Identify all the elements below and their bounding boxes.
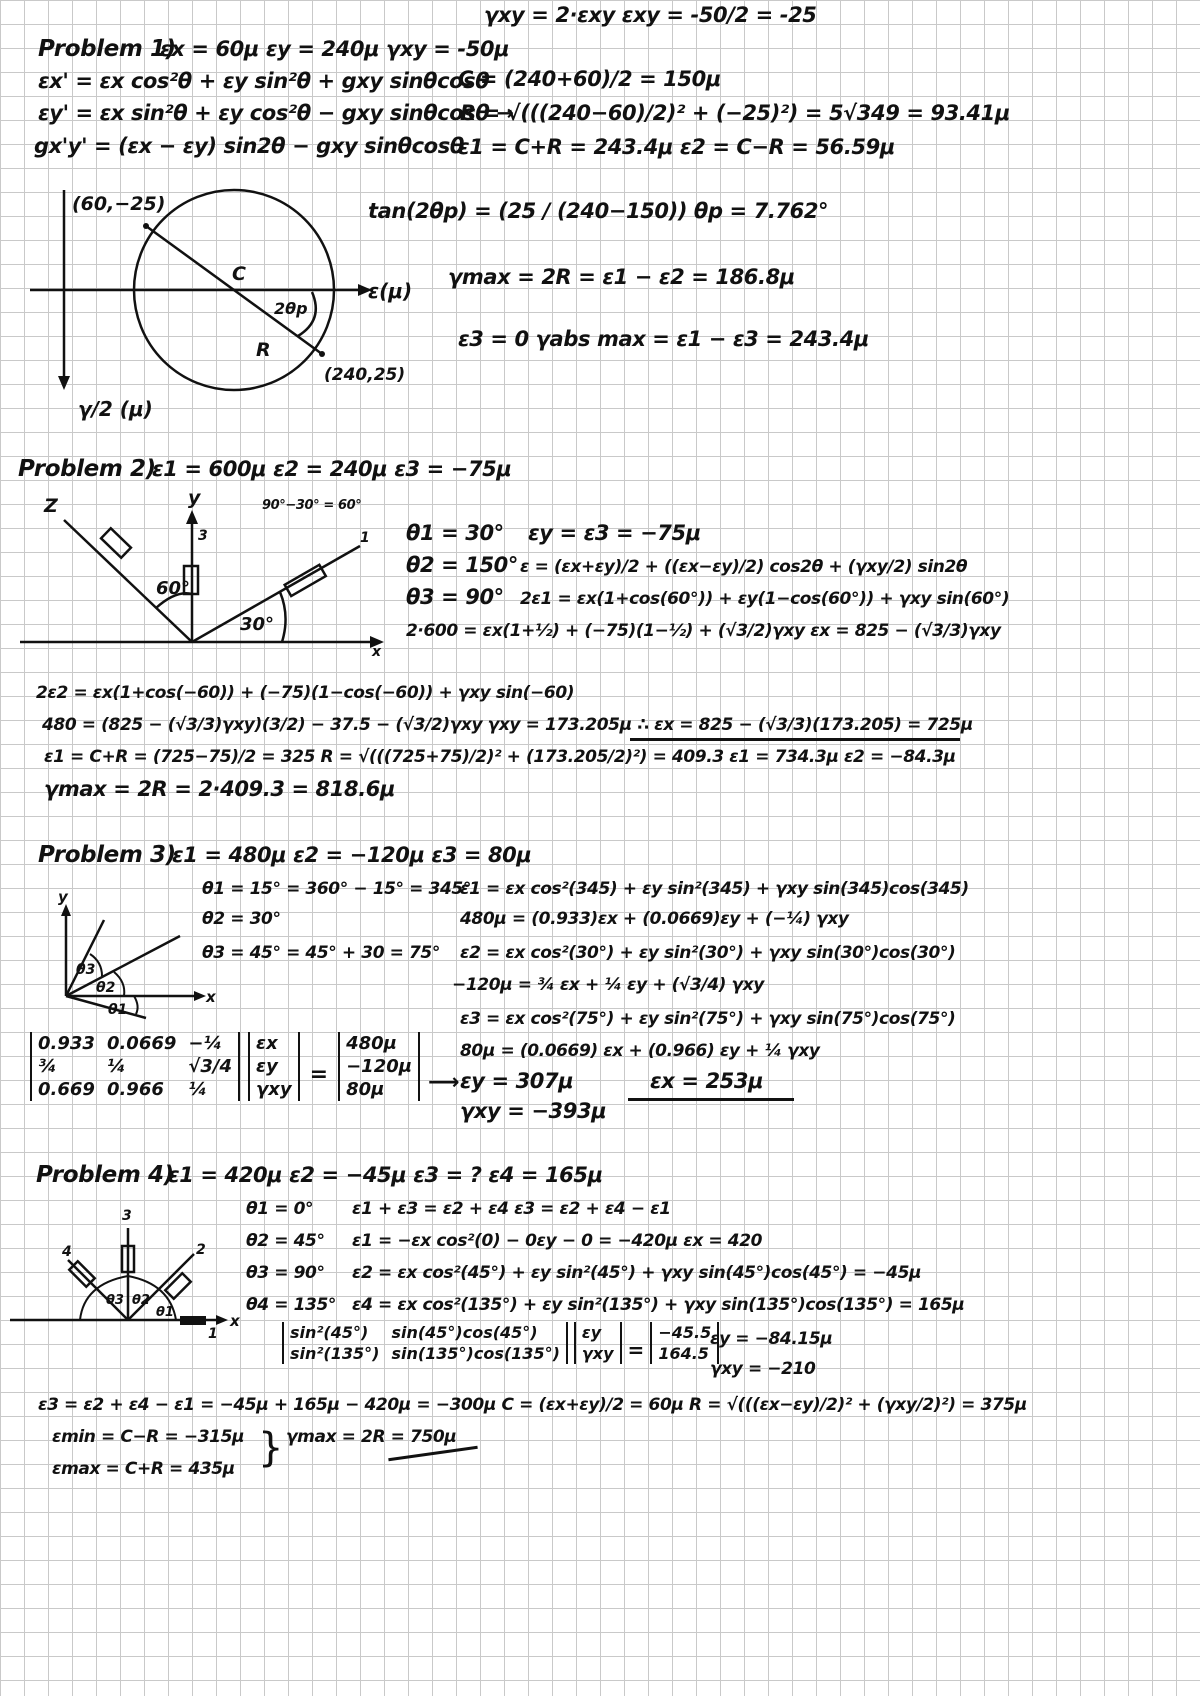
p4-eq-emin: εmin = C−R = −315μ bbox=[52, 1427, 245, 1447]
p2-eq-strain: ε = (εx+εy)/2 + ((εx−εy)/2) cos2θ + (γxy/2) sin2θ bbox=[520, 557, 968, 577]
p4-theta4: θ4 = 135° bbox=[246, 1295, 336, 1315]
p3-theta1: θ1 = 15° = 360° − 15° = 345° bbox=[202, 879, 471, 899]
p4-m11: sin(135°)cos(135°) bbox=[391, 1344, 560, 1363]
p3-m00: 0.933 bbox=[38, 1033, 95, 1054]
p4-heading: Problem 4) bbox=[36, 1162, 174, 1188]
p3-v0: εx bbox=[256, 1033, 278, 1054]
p1-heading: Problem 1) bbox=[38, 36, 176, 62]
p1-eq-c: C = (240+60)/2 = 150μ bbox=[458, 67, 721, 91]
p4-brace: } bbox=[258, 1425, 284, 1471]
p2-eq-480: 480 = (825 − (√3/3)γxy)(3/2) − 37.5 − (√3/2)γxy γxy = 173.205μ ∴ εx = 825 − (√3/3)(173.205) = 725μ bbox=[42, 715, 973, 735]
p1-eq-tan: tan(2θp) = (25 / (240−150)) θp = 7.762° bbox=[368, 199, 829, 223]
p2-angle-60: 60° bbox=[156, 578, 191, 599]
p1-eq-ex-prime: εx' = εx cos²θ + εy sin²θ + gxy sinθcosθ bbox=[38, 69, 490, 93]
p1-eq-gmax: γmax = 2R = ε1 − ε2 = 186.8μ bbox=[448, 265, 795, 289]
top-line: γxy = 2·εxy εxy = -50/2 = -25 bbox=[484, 3, 817, 27]
p2-eq-2x600: 2·600 = εx(1+½) + (−75)(1−½) + (√3/2)γxy εx = 825 − (√3/3)γxy bbox=[406, 621, 1001, 641]
p4-matrix-system bbox=[282, 1322, 719, 1364]
p2-theta2: θ2 = 150° bbox=[406, 553, 518, 577]
p3-angle-t3: θ3 bbox=[76, 962, 96, 978]
p2-label-1: 1 bbox=[360, 530, 370, 546]
p1-axis-e-label: ε(μ) bbox=[368, 279, 413, 303]
p2-eq-c-r: ε1 = C+R = (725−75)/2 = 325 R = √(((725+75)/2)² + (173.205/2)²) = 409.3 ε1 = 734.3μ ε2 = −84.3μ bbox=[44, 747, 956, 767]
p1-point-bottom-label: (240,25) bbox=[324, 365, 406, 385]
p3-v1: εy bbox=[256, 1056, 278, 1077]
p4-givens: ε1 = 420μ ε2 = −45μ ε3 = ? ε4 = 165μ bbox=[168, 1163, 603, 1187]
p3-coef-matrix bbox=[30, 1032, 240, 1101]
p4-eq-gmax: γmax = 2R = 750μ bbox=[286, 1427, 457, 1447]
p3-label-x: x bbox=[206, 988, 216, 1006]
p4-r0: −45.5 bbox=[658, 1323, 712, 1342]
p3-var-vector bbox=[248, 1032, 300, 1101]
p4-label-2: 2 bbox=[196, 1242, 206, 1258]
p3-m01: 0.0669 bbox=[106, 1033, 177, 1054]
p3-eq-e3: ε3 = εx cos²(75°) + εy sin²(75°) + γxy sin(75°)cos(75°) bbox=[460, 1009, 956, 1029]
p1-center-label: C bbox=[232, 263, 246, 285]
p4-m10: sin²(135°) bbox=[290, 1344, 380, 1363]
p4-result-gxy: γxy = −210 bbox=[710, 1359, 816, 1379]
p1-eq-gabs: ε3 = 0 γabs max = ε1 − ε3 = 243.4μ bbox=[458, 327, 869, 351]
p2-eq-2e2: 2ε2 = εx(1+cos(−60)) + (−75)(1−cos(−60)) + γxy sin(−60) bbox=[36, 683, 575, 703]
p4-equals-sign: = bbox=[627, 1338, 645, 1362]
p4-m01: sin(45°)cos(45°) bbox=[391, 1323, 538, 1342]
p2-rosette-diagram bbox=[20, 487, 400, 660]
p1-eq-gxy-prime: gx'y' = (εx − εy) sin2θ − gxy sinθcosθ bbox=[34, 134, 464, 158]
p3-eq-minus120: −120μ = ¾ εx + ¼ εy + (√3/4) γxy bbox=[452, 975, 764, 995]
p3-m11: ¼ bbox=[106, 1056, 126, 1077]
p2-heading: Problem 2) bbox=[18, 456, 156, 482]
p3-result-ey: εy = 307μ bbox=[460, 1069, 574, 1093]
p4-rosette-diagram bbox=[10, 1204, 250, 1344]
p3-eq-480: 480μ = (0.933)εx + (0.0669)εy + (−¼) γxy bbox=[460, 909, 849, 929]
p1-givens: εx = 60μ εy = 240μ γxy = -50μ bbox=[160, 37, 510, 61]
p3-eq-e1: ε1 = εx cos²(345) + εy sin²(345) + γxy sin(345)cos(345) bbox=[460, 879, 969, 899]
p4-rhs-vector bbox=[650, 1322, 719, 1364]
p4-r1: 164.5 bbox=[658, 1344, 709, 1363]
p4-v1: γxy bbox=[581, 1344, 614, 1363]
p4-label-x: x bbox=[230, 1312, 240, 1330]
p3-result-ex: εx = 253μ bbox=[650, 1069, 764, 1093]
p4-label-3: 3 bbox=[122, 1208, 132, 1224]
p4-v0: εy bbox=[581, 1323, 602, 1342]
p4-eq-emax: εmax = C+R = 435μ bbox=[52, 1459, 235, 1479]
p4-angle-t3: θ3 bbox=[106, 1293, 124, 1308]
p3-equals-sign: = bbox=[309, 1062, 329, 1087]
p2-eq-gmax: γmax = 2R = 2·409.3 = 818.6μ bbox=[44, 777, 396, 801]
p3-v2: γxy bbox=[256, 1079, 292, 1100]
p2-note: 90°−30° = 60° bbox=[262, 498, 362, 513]
p4-angle-t1: θ1 bbox=[156, 1305, 174, 1320]
p4-eq-e4: ε4 = εx cos²(135°) + εy sin²(135°) + γxy sin(135°)cos(135°) = 165μ bbox=[352, 1295, 965, 1315]
p3-m22: ¼ bbox=[188, 1079, 208, 1100]
p1-point-top-label: (60,−25) bbox=[72, 193, 166, 215]
p3-eq-80: 80μ = (0.0669) εx + (0.966) εy + ¼ γxy bbox=[460, 1041, 820, 1061]
mohr-circle-diagram bbox=[20, 180, 440, 420]
p3-theta2: θ2 = 30° bbox=[202, 909, 281, 929]
p1-eq-r: R = √(((240−60)/2)² + (−25)²) = 5√349 = 93.41μ bbox=[460, 101, 1010, 125]
p3-angle-t1: θ1 bbox=[108, 1002, 128, 1018]
p4-eq-e1: ε1 = −εx cos²(0) − 0εy − 0 = −420μ εx = 420 bbox=[352, 1231, 763, 1251]
p2-label-y: y bbox=[188, 487, 201, 509]
p2-label-3: 3 bbox=[198, 528, 208, 544]
p4-eq-e2: ε2 = εx cos²(45°) + εy sin²(45°) + γxy sin(45°)cos(45°) = −45μ bbox=[352, 1263, 922, 1283]
p3-result-gxy: γxy = −393μ bbox=[460, 1099, 607, 1123]
p4-eq-e3-c-r: ε3 = ε2 + ε4 − ε1 = −45μ + 165μ − 420μ = −300μ C = (εx+εy)/2 = 60μ R = √(((εx−εy)/2)² + (γxy/2)²) = 375μ bbox=[38, 1395, 1027, 1415]
p4-coef-matrix bbox=[282, 1322, 568, 1364]
p4-theta1: θ1 = 0° bbox=[246, 1199, 314, 1219]
p3-r2: 80μ bbox=[346, 1079, 385, 1100]
p3-label-y: y bbox=[58, 888, 68, 906]
p3-m12: √3/4 bbox=[188, 1056, 233, 1077]
p3-eq-e2: ε2 = εx cos²(30°) + εy sin²(30°) + γxy sin(30°)cos(30°) bbox=[460, 943, 956, 963]
p2-givens: ε1 = 600μ ε2 = 240μ ε3 = −75μ bbox=[152, 457, 512, 481]
p3-m21: 0.966 bbox=[106, 1079, 164, 1100]
p3-underline bbox=[628, 1098, 794, 1101]
p1-eq-e1-e2: ε1 = C+R = 243.4μ ε2 = C−R = 56.59μ bbox=[458, 135, 895, 159]
p3-rosette-diagram bbox=[50, 888, 220, 1030]
p3-r0: 480μ bbox=[346, 1033, 397, 1054]
p3-rhs-vector bbox=[338, 1032, 420, 1101]
p4-var-vector bbox=[574, 1322, 622, 1364]
p2-theta1: θ1 = 30° bbox=[406, 521, 504, 545]
p3-givens: ε1 = 480μ ε2 = −120μ ε3 = 80μ bbox=[172, 843, 532, 867]
p3-arrow: ⟶ bbox=[428, 1070, 460, 1095]
p4-m00: sin²(45°) bbox=[290, 1323, 369, 1342]
p4-theta2: θ2 = 45° bbox=[246, 1231, 325, 1251]
p2-eq-ey: εy = ε3 = −75μ bbox=[528, 521, 701, 545]
p4-angle-t2: θ2 bbox=[132, 1293, 150, 1308]
p1-radius-label: R bbox=[256, 339, 271, 361]
p2-label-x: x bbox=[372, 644, 382, 660]
p1-angle-label: 2θp bbox=[274, 299, 308, 318]
p3-m20: 0.669 bbox=[38, 1079, 95, 1100]
p4-theta3: θ3 = 90° bbox=[246, 1263, 325, 1283]
p1-axis-g-label: γ/2 (μ) bbox=[78, 397, 153, 421]
p4-label-1: 1 bbox=[208, 1326, 218, 1342]
p2-theta3: θ3 = 90° bbox=[406, 585, 504, 609]
p2-angle-30: 30° bbox=[240, 614, 275, 635]
p2-underline bbox=[630, 738, 960, 741]
p3-matrix-system bbox=[30, 1032, 460, 1101]
p1-eq-ey-prime: εy' = εx sin²θ + εy cos²θ − gxy sinθcosθ → bbox=[38, 101, 514, 125]
p4-result-ey: εy = −84.15μ bbox=[710, 1329, 833, 1349]
p3-m02: −¼ bbox=[188, 1033, 223, 1054]
p4-eq-sum: ε1 + ε3 = ε2 + ε4 ε3 = ε2 + ε4 − ε1 bbox=[352, 1199, 671, 1219]
p4-label-4: 4 bbox=[62, 1244, 72, 1260]
p3-angle-t2: θ2 bbox=[96, 980, 116, 996]
p2-label-z: Z bbox=[44, 495, 58, 517]
p3-theta3: θ3 = 45° = 45° + 30 = 75° bbox=[202, 943, 440, 963]
p3-r1: −120μ bbox=[346, 1056, 412, 1077]
p3-heading: Problem 3) bbox=[38, 842, 176, 868]
p3-m10: ¾ bbox=[38, 1056, 57, 1077]
p2-eq-2e1: 2ε1 = εx(1+cos(60°)) + εy(1−cos(60°)) + γxy sin(60°) bbox=[520, 589, 1010, 609]
